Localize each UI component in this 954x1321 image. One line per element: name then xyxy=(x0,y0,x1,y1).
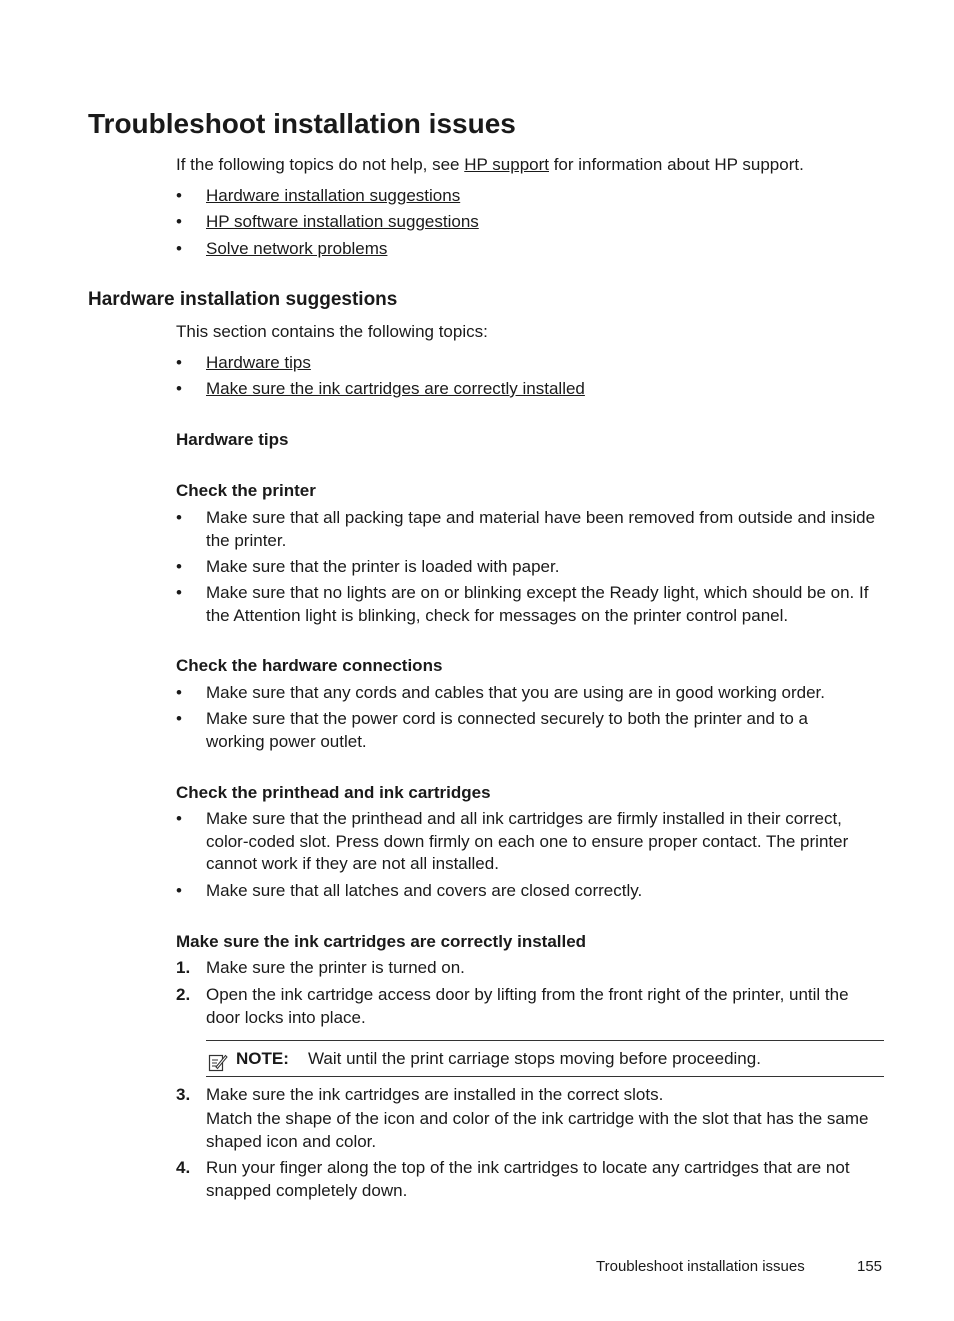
bullet: • xyxy=(176,186,182,205)
footer-section-title: Troubleshoot installation issues xyxy=(596,1258,805,1275)
subheading-check-printhead: Check the printhead and ink cartridges xyxy=(176,783,491,802)
solve-network-problems-link[interactable]: Solve network problems xyxy=(206,239,388,258)
bullet: • xyxy=(176,353,182,372)
bullet: • xyxy=(176,239,182,258)
section-intro: This section contains the following topics: xyxy=(176,322,488,341)
note-label: NOTE: xyxy=(236,1049,289,1068)
subheading-ink-cartridges: Make sure the ink cartridges are correctly installed xyxy=(176,932,587,951)
step-number: 2. xyxy=(176,985,191,1004)
list-item-text: Make sure that the printhead and all ink cartridges are firmly installed in their correct, color-coded slot. Press down firmly on each one to ensure proper contact. The printer cannot work if they are not all installed. xyxy=(206,809,849,873)
note-text: Wait until the print carriage stops moving before proceeding. xyxy=(308,1049,761,1068)
subheading-check-connections: Check the hardware connections xyxy=(176,656,443,675)
step-text: Open the ink cartridge access door by lifting from the front right of the printer, until the door locks into place. xyxy=(206,985,849,1027)
list-item-text: Make sure that the printer is loaded with paper. xyxy=(206,557,560,576)
hp-support-link[interactable]: HP support xyxy=(464,155,549,174)
list-item-text: Make sure that no lights are on or blinking except the Ready light, which should be on. If the Attention light is blinking, check for messages on the printer control panel. xyxy=(206,583,869,625)
bullet: • xyxy=(176,508,182,527)
hp-software-installation-link[interactable]: HP software installation suggestions xyxy=(206,212,479,231)
intro-text-before: If the following topics do not help, see xyxy=(176,155,465,174)
hardware-tips-link[interactable]: Hardware tips xyxy=(206,353,311,372)
subheading-hardware-tips: Hardware tips xyxy=(176,430,289,449)
list-item-text: Make sure that all packing tape and material have been removed from outside and inside the printer. xyxy=(206,508,876,550)
subheading-check-printer: Check the printer xyxy=(176,481,316,500)
step-text: Make sure the printer is turned on. xyxy=(206,958,465,977)
list-item-text: Make sure that the power cord is connected securely to both the printer and to a working power outlet. xyxy=(206,709,808,751)
list-item-text: Make sure that all latches and covers are closed correctly. xyxy=(206,881,643,900)
step-number: 3. xyxy=(176,1085,191,1104)
bullet: • xyxy=(176,379,182,398)
page-title: Troubleshoot installation issues xyxy=(88,108,516,139)
hardware-installation-link[interactable]: Hardware installation suggestions xyxy=(206,186,461,205)
step-number: 4. xyxy=(176,1158,191,1177)
step-text: Run your finger along the top of the ink cartridges to locate any cartridges that are not snapped completely down. xyxy=(206,1158,850,1200)
bullet: • xyxy=(176,683,182,702)
ink-cartridges-link[interactable]: Make sure the ink cartridges are correctly installed xyxy=(206,379,585,398)
bullet: • xyxy=(176,583,182,602)
note-icon xyxy=(208,1049,228,1069)
step-text: Make sure the ink cartridges are installed in the correct slots. xyxy=(206,1085,664,1104)
step-subtext: Match the shape of the icon and color of the ink cartridge with the slot that has the same shaped icon and color. xyxy=(206,1109,869,1151)
bullet: • xyxy=(176,809,182,828)
list-item-text: Make sure that any cords and cables that you are using are in good working order. xyxy=(206,683,825,702)
note-box xyxy=(206,1040,884,1077)
bullet: • xyxy=(176,709,182,728)
section-heading-hardware-installation: Hardware installation suggestions xyxy=(88,289,398,310)
bullet: • xyxy=(176,881,182,900)
intro-text-after: for information about HP support. xyxy=(548,155,804,174)
bullet: • xyxy=(176,557,182,576)
bullet: • xyxy=(176,212,182,231)
intro-paragraph xyxy=(176,154,804,176)
page-number: 155 xyxy=(857,1258,883,1275)
step-number: 1. xyxy=(176,958,191,977)
